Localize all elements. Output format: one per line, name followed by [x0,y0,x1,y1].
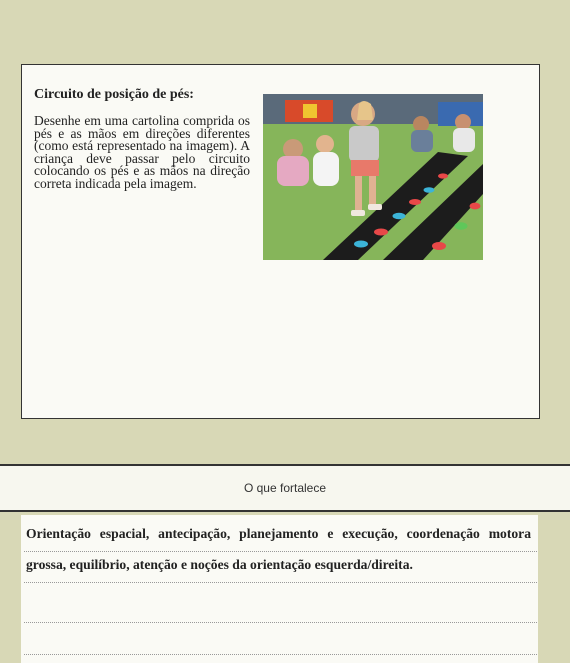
photo-handprint [455,222,468,230]
photo-footprint [438,173,448,178]
activity-title: Circuito de posição de pés: [34,87,194,102]
photo-walking-child-shoe [368,204,382,210]
photo-walking-child-leg [369,176,376,206]
ruled-line [24,654,537,655]
photo-handprint [432,242,446,250]
photo-walking-child-leg [355,176,362,212]
strengthens-header-label: O que fortalece [243,481,327,495]
photo-footprint [354,241,368,248]
activity-description: Desenhe em uma cartolina comprida os pés e as mãos em direções diferentes (como está representado na imagem). A criança deve passar pelo circuito colocando os pés e as mãos na direção correta indicada pela imagem. [34,113,250,191]
photo-child-4 [455,114,471,130]
photo-footprint [393,213,406,219]
activity-photo [263,94,483,260]
photo-footprint [374,229,388,236]
section-divider-bottom [0,510,570,512]
photo-child-3 [413,116,429,132]
photo-bin-yellow [303,104,317,118]
photo-walking-child-shirt [349,126,379,162]
photo-walking-child-hair [357,101,373,120]
photo-handprint [470,203,481,210]
photo-child-2 [316,135,334,153]
photo-child-3-body [411,130,433,152]
ruled-line [24,622,537,623]
strengthens-text: Orientação espacial, antecipação, planejamento e execução, coordenação motora grossa, equilíbrio, atenção e noções da orientação esquerda/direita. [26,526,531,572]
photo-illustration [263,94,483,260]
photo-walking-child-skirt [351,160,379,176]
photo-walking-child-shoe [351,210,365,216]
ruled-line [24,582,537,583]
photo-child-1-body [277,156,309,186]
photo-child-4-body [453,128,475,152]
photo-child-2-body [313,152,339,186]
photo-footprint [424,187,435,193]
photo-footprint [409,199,421,205]
